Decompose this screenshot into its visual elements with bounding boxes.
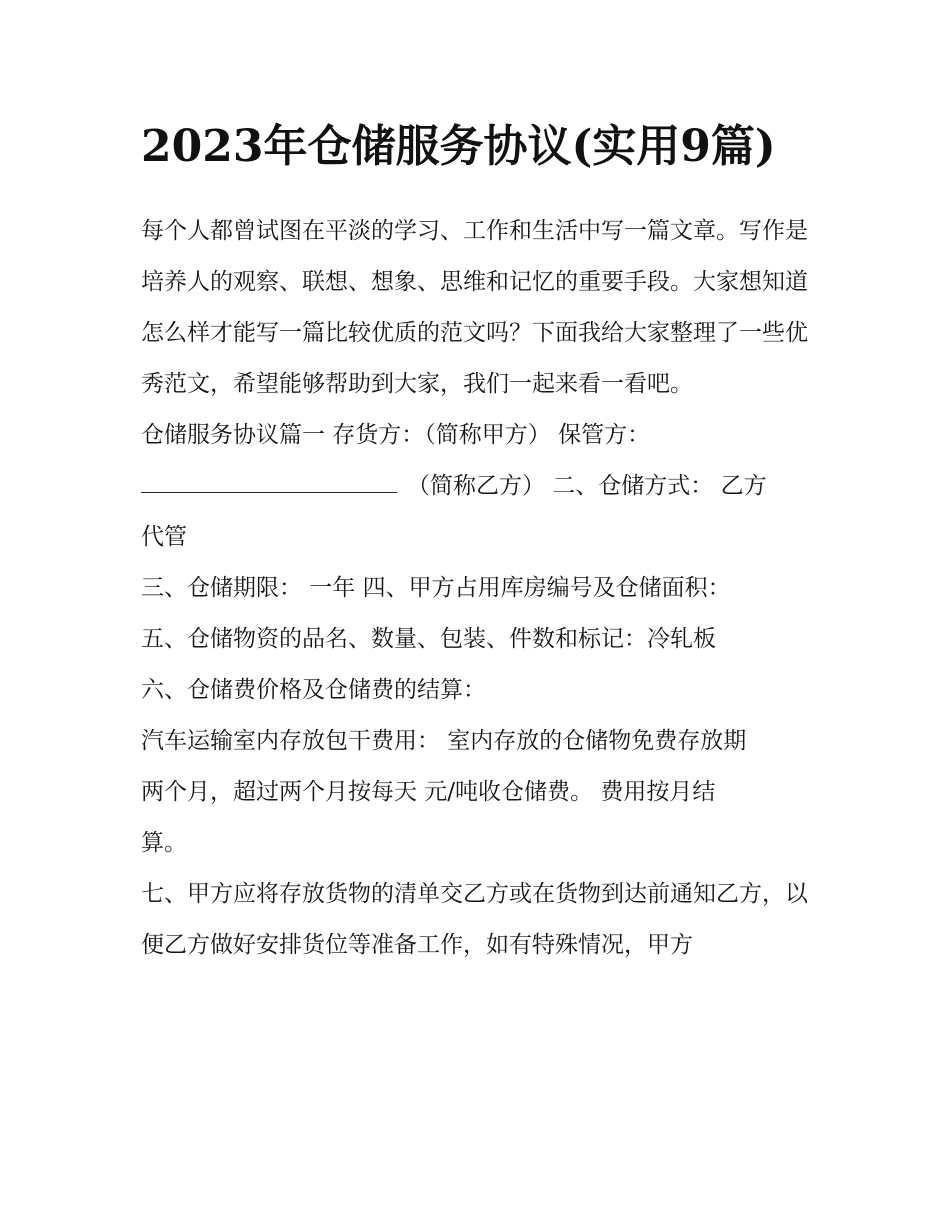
clause-fees-line-1: 汽车运输室内存放包干费用： 室内存放的仓储物免费存放期: [141, 728, 747, 754]
blank-line: [141, 491, 397, 493]
clause-goods-info: 五、仓储物资的品名、数量、包装、件数和标记：冷轧板: [141, 626, 716, 652]
clause-parties: 仓储服务协议篇一 存货方：（简称甲方） 保管方：: [141, 422, 651, 448]
intro-paragraph: 每个人都曾试图在平淡的学习、工作和生活中写一篇文章。写作是培养人的观察、联想、想象、思维和记忆的重要手段。大家想知道怎么样才能写一篇比较优质的范文吗？下面我给大家整理了一些优秀范文，希望能够帮助到大家，我们一起来看一看吧。: [141, 218, 808, 397]
page-title: 2023年仓储服务协议(实用9篇): [141, 121, 776, 172]
clause-storage-method-text: （简称乙方） 二、仓储方式： 乙方: [407, 473, 767, 499]
clause-goods-list: 七、甲方应将存放货物的清单交乙方或在货物到达前通知乙方，以便乙方做好安排货位等准备工作，如有特殊情况，甲方: [141, 881, 808, 958]
clause-storage-period: 三、仓储期限： 一年 四、甲方占用库房编号及仓储面积：: [141, 575, 731, 601]
document-page: [141, 110, 813, 971]
clause-fees-heading: 六、仓储费价格及仓储费的结算：: [141, 677, 486, 703]
clause-fees-line-2: 两个月，超过两个月按每天 元/吨收仓储费。 费用按月结: [141, 779, 716, 805]
clause-storage-method-cont: 代管: [141, 524, 187, 550]
clause-fees-line-3: 算。: [141, 830, 187, 856]
clause-storage-method: [141, 461, 813, 512]
